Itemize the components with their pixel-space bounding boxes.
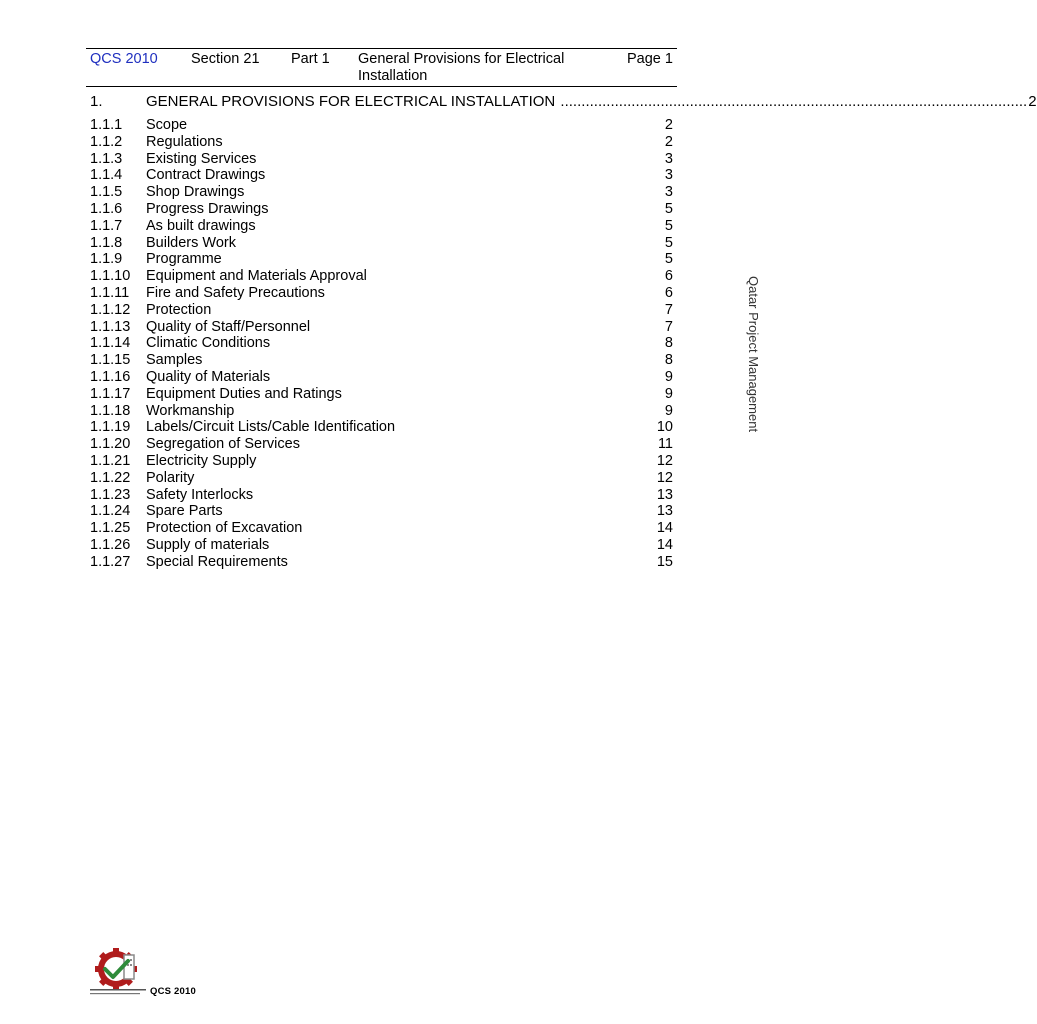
toc-entry-number: 1.1.12 bbox=[90, 301, 131, 318]
toc-entry-title: Workmanship bbox=[146, 402, 235, 419]
toc-entry-number: 1.1.10 bbox=[90, 268, 131, 285]
toc-entry-page: 3 bbox=[664, 150, 673, 167]
header-title: General Provisions for Electrical Installation bbox=[358, 51, 565, 84]
toc-entry-page: 6 bbox=[664, 268, 673, 285]
toc-entry[interactable] bbox=[90, 470, 673, 487]
toc-entry-number: 1.1.27 bbox=[90, 553, 131, 570]
toc-entry-page: 5 bbox=[664, 251, 673, 268]
toc-entry-title: Climatic Conditions bbox=[146, 335, 271, 352]
toc-entry-number: 1.1.23 bbox=[90, 486, 131, 503]
toc-entry-number: 1.1.3 bbox=[90, 150, 123, 167]
toc-entry-title: Safety Interlocks bbox=[146, 486, 254, 503]
toc-entry[interactable] bbox=[90, 302, 673, 319]
toc-entry-page: 8 bbox=[664, 335, 673, 352]
toc-entry[interactable] bbox=[90, 503, 673, 520]
toc-entry-title: Spare Parts bbox=[146, 503, 223, 520]
toc-entry-title: Progress Drawings bbox=[146, 200, 269, 217]
toc-entry-page: 3 bbox=[664, 167, 673, 184]
toc-entry-number: 1.1.16 bbox=[90, 368, 131, 385]
toc-entry-title: Programme bbox=[146, 251, 222, 268]
toc-entry-page: 9 bbox=[664, 368, 673, 385]
toc-entry-title: Electricity Supply bbox=[146, 452, 257, 469]
toc-entry-number: 1.1.4 bbox=[90, 167, 123, 184]
toc-entry-page: 3 bbox=[664, 184, 673, 201]
toc-entry-number: 1.1.21 bbox=[90, 452, 131, 469]
toc-entry-title: Segregation of Services bbox=[146, 436, 300, 453]
qcs-gear-logo-icon bbox=[88, 945, 148, 999]
toc-entry-title: Equipment Duties and Ratings bbox=[146, 385, 342, 402]
toc-entry-page: 5 bbox=[664, 217, 673, 234]
toc-entry-number: 1.1.17 bbox=[90, 385, 131, 402]
toc-entry-title: Existing Services bbox=[146, 150, 257, 167]
toc-entry-title: Protection of Excavation bbox=[146, 520, 303, 537]
toc-entry[interactable] bbox=[90, 251, 673, 268]
header-part: Part 1 bbox=[291, 51, 330, 67]
toc-entry[interactable] bbox=[90, 184, 673, 201]
toc-entry-title: As built drawings bbox=[146, 217, 256, 234]
toc-entry[interactable] bbox=[90, 419, 673, 436]
toc-list bbox=[90, 117, 673, 571]
toc-entry-page: 15 bbox=[656, 553, 673, 570]
toc-main-leader: ................................................................................................................ bbox=[556, 93, 1028, 110]
toc-entry[interactable] bbox=[90, 520, 673, 537]
toc-entry-number: 1.1.19 bbox=[90, 419, 131, 436]
toc-entry-title: Quality of Staff/Personnel bbox=[146, 318, 311, 335]
toc-entry-page: 12 bbox=[656, 452, 673, 469]
toc-entry-page: 9 bbox=[664, 385, 673, 402]
toc-entry-title: Equipment and Materials Approval bbox=[146, 268, 367, 285]
toc-entry-page: 12 bbox=[656, 469, 673, 486]
toc-entry-number: 1.1.22 bbox=[90, 469, 131, 486]
toc-entry-title: Protection bbox=[146, 301, 212, 318]
toc-entry-page: 14 bbox=[656, 536, 673, 553]
toc-entry-title: Builders Work bbox=[146, 234, 236, 251]
toc-entry-title: Fire and Safety Precautions bbox=[146, 284, 325, 301]
toc-entry-title: Scope bbox=[146, 117, 188, 133]
toc-main-page: 2 bbox=[1028, 93, 1037, 110]
toc-entry[interactable] bbox=[90, 218, 673, 235]
toc-entry-page: 2 bbox=[664, 117, 673, 133]
toc-entry[interactable] bbox=[90, 235, 673, 252]
toc-main-number: 1. bbox=[90, 93, 103, 110]
toc-entry-page: 7 bbox=[664, 318, 673, 335]
toc-main-entry[interactable] bbox=[90, 93, 1037, 111]
toc-entry-title: Shop Drawings bbox=[146, 184, 245, 201]
toc-entry-title: Supply of materials bbox=[146, 536, 270, 553]
toc-entry-page: 14 bbox=[656, 520, 673, 537]
toc-entry[interactable] bbox=[90, 403, 673, 420]
toc-entry-number: 1.1.7 bbox=[90, 217, 123, 234]
toc-entry[interactable] bbox=[90, 386, 673, 403]
header-bottom-rule bbox=[86, 86, 677, 87]
toc-entry-number: 1.1.13 bbox=[90, 318, 131, 335]
toc-entry[interactable] bbox=[90, 151, 673, 168]
toc-entry[interactable] bbox=[90, 335, 673, 352]
toc-entry[interactable] bbox=[90, 201, 673, 218]
toc-entry-page: 6 bbox=[664, 284, 673, 301]
toc-entry[interactable] bbox=[90, 268, 673, 285]
toc-entry-number: 1.1.20 bbox=[90, 436, 131, 453]
toc-entry[interactable] bbox=[90, 352, 673, 369]
toc-entry-number: 1.1.8 bbox=[90, 234, 123, 251]
toc-main-title: GENERAL PROVISIONS FOR ELECTRICAL INSTALLATION bbox=[146, 93, 556, 110]
toc-entry[interactable] bbox=[90, 453, 673, 470]
toc-entry-page: 9 bbox=[664, 402, 673, 419]
toc-entry-title: Polarity bbox=[146, 469, 195, 486]
toc-entry-number: 1.1.24 bbox=[90, 503, 131, 520]
toc-entry-number: 1.1.2 bbox=[90, 133, 123, 150]
toc-entry[interactable] bbox=[90, 319, 673, 336]
toc-entry-title: Contract Drawings bbox=[146, 167, 266, 184]
toc-entry-number: 1.1.25 bbox=[90, 520, 131, 537]
toc-entry[interactable] bbox=[90, 554, 673, 571]
toc-entry-page: 13 bbox=[656, 503, 673, 520]
header-top-rule bbox=[86, 48, 677, 49]
header-code: QCS 2010 bbox=[90, 51, 158, 67]
toc-entry[interactable] bbox=[90, 369, 673, 386]
toc-entry[interactable] bbox=[90, 537, 673, 554]
toc-entry-title: Regulations bbox=[146, 133, 223, 150]
toc-entry-number: 1.1.15 bbox=[90, 352, 131, 369]
toc-entry-number: 1.1.9 bbox=[90, 251, 123, 268]
toc-entry-number: 1.1.18 bbox=[90, 402, 131, 419]
toc-entry[interactable] bbox=[90, 487, 673, 504]
toc-entry-title: Special Requirements bbox=[146, 553, 288, 570]
toc-entry[interactable] bbox=[90, 436, 673, 453]
toc-entry-page: 8 bbox=[664, 352, 673, 369]
toc-entry-page: 10 bbox=[656, 419, 673, 436]
toc-entry-title: Quality of Materials bbox=[146, 368, 271, 385]
toc-entry-title: Labels/Circuit Lists/Cable Identification bbox=[146, 419, 396, 436]
toc-entry-number: 1.1.14 bbox=[90, 335, 131, 352]
header-section: Section 21 bbox=[191, 51, 260, 67]
toc-entry[interactable] bbox=[90, 167, 673, 184]
toc-entry[interactable] bbox=[90, 134, 673, 151]
toc-entry-number: 1.1.5 bbox=[90, 184, 123, 201]
toc-entry-number: 1.1.6 bbox=[90, 200, 123, 217]
toc-entry-number: 1.1.26 bbox=[90, 536, 131, 553]
header-page: Page 1 bbox=[627, 51, 673, 67]
footer-caption: QCS 2010 bbox=[150, 986, 196, 997]
toc-entry-page: 11 bbox=[657, 436, 673, 453]
toc-entry-number: 1.1.11 bbox=[90, 284, 130, 301]
toc-entry-number: 1.1.1 bbox=[90, 117, 123, 133]
toc-entry-page: 5 bbox=[664, 200, 673, 217]
toc-entry-page: 13 bbox=[656, 486, 673, 503]
toc-entry-page: 7 bbox=[664, 301, 673, 318]
toc-entry-title: Samples bbox=[146, 352, 203, 369]
toc-entry[interactable] bbox=[90, 285, 673, 302]
side-watermark: Qatar Project Management bbox=[746, 276, 761, 433]
toc-entry-page: 2 bbox=[664, 133, 673, 150]
toc-entry-page: 5 bbox=[664, 234, 673, 251]
toc-entry[interactable] bbox=[90, 117, 673, 134]
